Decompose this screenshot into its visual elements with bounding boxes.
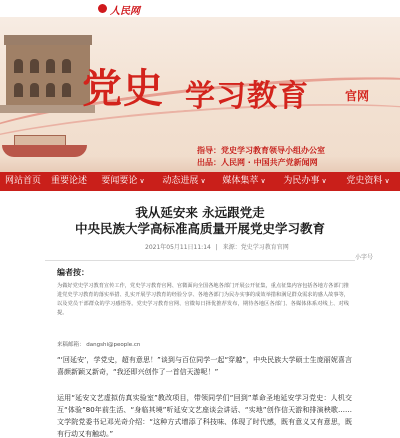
chevron-down-icon: ∨ [260,177,266,185]
main-nav [0,172,400,191]
nav-item-media[interactable]: 媒体集萃 ∨ [222,176,266,186]
chevron-down-icon: ∨ [384,177,390,185]
nav-item-key-discourse[interactable]: 重要论述 [50,176,87,186]
nav-item-progress[interactable]: 动态进展 ∨ [162,176,206,186]
nav-item-history-materials[interactable]: 党史资料 ∨ [346,176,390,186]
font-size-toggle[interactable]: 小字号 [355,254,374,261]
article-headline: 我从延安来 永远跟党走 [135,205,265,220]
nav-item-home[interactable]: 网站首页 [4,176,41,186]
chevron-down-icon: ∨ [200,177,206,185]
banner-title-tag: 官网 [345,89,370,103]
historic-building-illustration [0,35,95,115]
divider [45,260,355,261]
people-logo-icon [98,4,107,13]
publish-time: 2021年05月11日11:14 [145,244,211,251]
top-logo-bar [0,0,400,17]
editor-note-label: 编者按： [57,268,89,277]
banner-title-sub: 学习教育 [185,79,309,114]
header-banner [0,17,400,172]
banner-guide-text [197,145,325,169]
banner-title-main: 党史 [82,65,164,112]
editor-note-text: 为做好党史学习教育宣传工作，党史学习教育官网、官微面向全国各地各部门开展公开征集，重点征集内容包括各地方各部门推进党史学习教育的落实举措、扎实开展学习教育的经验分享、各地各部门为民办实事的成效举措和满足群众需求的感人故事等，以及党员干部群众的学习感悟等。党史学习教育官网、官微每日择优推荐发布，期待各地区各部门、各媒体体系对线上、对线提。 [57,283,349,316]
article-meta [145,242,292,251]
chevron-down-icon: ∨ [139,177,145,185]
site-logo[interactable]: 人民网 [110,6,140,17]
guide-line: 指导：党史学习教育领导小组办公室 [197,146,325,155]
meta-separator: | [215,244,218,251]
submission-email [57,340,140,348]
article-subheadline: 中央民族大学高标准高质量开展党史学习教育 [74,221,325,236]
chevron-down-icon: ∨ [321,177,327,185]
nav-item-service[interactable]: 为民办事 ∨ [283,176,327,186]
guide-line: 出品：人民网 · 中国共产党新闻网 [197,158,318,167]
email-label: 来稿邮箱： [57,342,85,348]
nav-item-news[interactable]: 要闻要论 ∨ [101,176,145,186]
email-link[interactable]: dangshi@people.cn [86,342,141,348]
article-paragraph: 运用“延安文艺虚拟仿真实验室”教改项目，带领同学们“回到”革命圣地延安学习党史：人机交互“体验”80年前生活、“身临其境”听延安文艺座谈会讲话、“实地”创作信天游和排演秧歌……文学院党委书记邓光奇介绍：“这种方式增添了科技味、体现了时代感，既有意义又有意思，既有行动又有触动。” [57,394,352,438]
article-paragraph: “‘回延安’，学党史，超有意思！”谈到与百位同学一起“穿越”，中央民族大学硕士生庞丽妮喜言喜颜新颖又新奇，“我还即兴创作了一首信天游呢！” [57,356,352,376]
article-source[interactable]: 来源：党史学习教育官网 [222,244,289,251]
